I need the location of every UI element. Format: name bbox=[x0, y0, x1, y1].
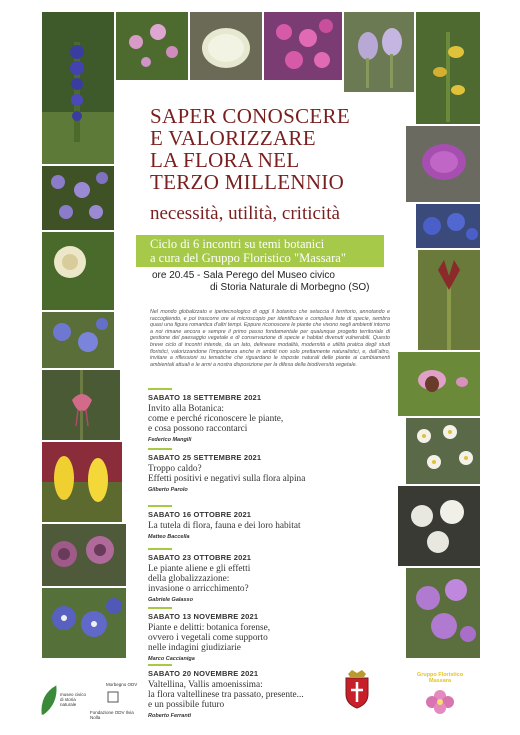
poster-subtitle: necessità, utilità, criticità bbox=[150, 203, 340, 224]
crest-icon bbox=[342, 668, 372, 710]
event-speaker: Matteo Baccella bbox=[148, 534, 190, 540]
title-line: SAPER CONOSCERE bbox=[150, 104, 350, 128]
event-speaker: Roberto Ferranti bbox=[148, 713, 192, 719]
venue-line: ore 20.45 - Sala Perego del Museo civico bbox=[152, 270, 335, 281]
event-date: SABATO 13 NOVEMBRE 2021 bbox=[148, 612, 259, 621]
photo-purple-primula bbox=[406, 568, 480, 658]
venue-line: di Storia Naturale di Morbegno (SO) bbox=[210, 282, 370, 293]
event-speaker: Gabriele Galasso bbox=[148, 597, 193, 603]
event-accent-bar bbox=[148, 607, 172, 609]
title-line: TERZO MILLENNIO bbox=[150, 170, 345, 194]
photo-orchid-yellow bbox=[416, 12, 480, 124]
event-item bbox=[148, 448, 398, 493]
event-speaker: Federico Mangili bbox=[148, 437, 192, 443]
photo-blue-asters bbox=[42, 166, 114, 230]
event-speaker: Gilberto Parolo bbox=[148, 487, 188, 493]
event-date: SABATO 25 SETTEMBRE 2021 bbox=[148, 453, 262, 462]
event-topic: Valtellina, Vallis amoenissima: la flora valtellinese tra passato, presente... e un possibile futuro bbox=[148, 680, 304, 710]
photo-yellow-flowers bbox=[42, 442, 122, 522]
photo-blue-anemone bbox=[42, 312, 114, 368]
photo-white-stars bbox=[406, 418, 480, 484]
fondazione-logo-label: Morbegno ODV bbox=[106, 682, 138, 687]
fondazione-logo-text: Fondazione ODV Ilvia Nolla bbox=[90, 710, 134, 720]
poster-title bbox=[150, 105, 410, 193]
venue-info bbox=[152, 270, 392, 294]
event-topic: La tutela di flora, fauna e dei loro habitat bbox=[148, 521, 301, 531]
event-date: SABATO 23 OTTOBRE 2021 bbox=[148, 553, 252, 562]
event-topic: Invito alla Botanica: come e perché riconoscere le piante, e cosa possono raccontarci bbox=[148, 404, 284, 434]
title-line: LA FLORA NEL bbox=[150, 148, 300, 172]
event-topic: Troppo caldo? Effetti positivi e negativi sulla flora alpina bbox=[148, 464, 306, 484]
photo-pasque-flower bbox=[344, 12, 414, 92]
fondazione-mark-icon bbox=[106, 690, 120, 704]
photo-magenta-cushion bbox=[264, 12, 342, 80]
photo-blue-aconite bbox=[42, 12, 114, 164]
event-accent-bar bbox=[148, 664, 172, 666]
event-speaker: Marco Caccianiga bbox=[148, 656, 195, 662]
photo-edelweiss bbox=[398, 486, 480, 566]
museum-leaf-icon bbox=[38, 680, 60, 720]
photo-pink-lily bbox=[42, 370, 120, 440]
photo-bee-orchid bbox=[398, 352, 480, 416]
photo-white-thistle bbox=[42, 232, 114, 310]
event-date: SABATO 16 OTTOBRE 2021 bbox=[148, 510, 252, 519]
photo-pink-flowers bbox=[116, 12, 188, 80]
event-date: SABATO 18 SETTEMBRE 2021 bbox=[148, 393, 262, 402]
intro-paragraph: Nel mondo globalizzato e ipertecnologico di oggi il botanico che setaccia il territorio, annotando e raccogliendo, e poi trascorre ore al microscopio per identificare e compilare liste di specie, sembra quasi una figura romantica d'altri tempi. Eppure riconoscere le piante che vivono negli ambienti intorno a noi rimane ancora e sempre il primo passo fondamentale per qualunque progetto territoriale di gestione del paesaggio vegetale e di conservazione di specie e habitat divenuti vulnerabili. Questo breve ciclo di incontri intende, da un lato, delineare modalità, modernità e utilità pratica degli studi floristici, valorizzandone l'importanza anche in ambiti non solo prettamente naturalistici, e, dall'altro, invitare a riflessioni su tematiche che riguardano le risposte naturali delle piante ai cambiamenti ambientali attuali e le armi a nostra disposizione per la difesa della biodiversità vegetale. bbox=[150, 309, 390, 368]
photo-white-cushion bbox=[190, 12, 262, 80]
museum-logo bbox=[38, 680, 87, 720]
cycle-line: Ciclo di 6 incontri su temi botanici bbox=[150, 237, 325, 251]
event-date: SABATO 20 NOVEMBRE 2021 bbox=[148, 669, 259, 678]
photo-blue-gentian bbox=[416, 204, 480, 248]
flower-icon bbox=[420, 686, 460, 716]
event-accent-bar bbox=[148, 505, 172, 507]
event-accent-bar bbox=[148, 388, 172, 390]
title-line: E VALORIZZARE bbox=[150, 126, 316, 150]
event-topic: Le piante aliene e gli effetti della globalizzazione: invasione o arricchimento? bbox=[148, 564, 251, 594]
fondazione-logo bbox=[90, 682, 136, 720]
photo-red-orchid bbox=[418, 250, 480, 350]
photo-blue-violets bbox=[42, 588, 126, 658]
event-accent-bar bbox=[148, 548, 172, 550]
cycle-banner bbox=[136, 235, 384, 267]
morbegno-crest bbox=[342, 668, 372, 710]
photo-purple-cushion bbox=[406, 126, 480, 202]
cycle-line: a cura del Gruppo Floristico "Massara" bbox=[150, 251, 346, 265]
gruppo-floristico-logo bbox=[410, 672, 470, 720]
museum-logo-text: museo civico di storia naturale bbox=[60, 692, 87, 707]
event-accent-bar bbox=[148, 448, 172, 450]
event-item bbox=[148, 388, 398, 443]
gruppo-logo-text: Gruppo Floristico Massara bbox=[416, 672, 464, 684]
event-item bbox=[148, 548, 398, 603]
photo-thistle-heads bbox=[42, 524, 126, 586]
event-topic: Piante e delitti: botanica forense, ovvero i vegetali come supporto nelle indagini giudiziarie bbox=[148, 623, 271, 653]
event-item bbox=[148, 505, 398, 540]
event-item bbox=[148, 607, 398, 662]
